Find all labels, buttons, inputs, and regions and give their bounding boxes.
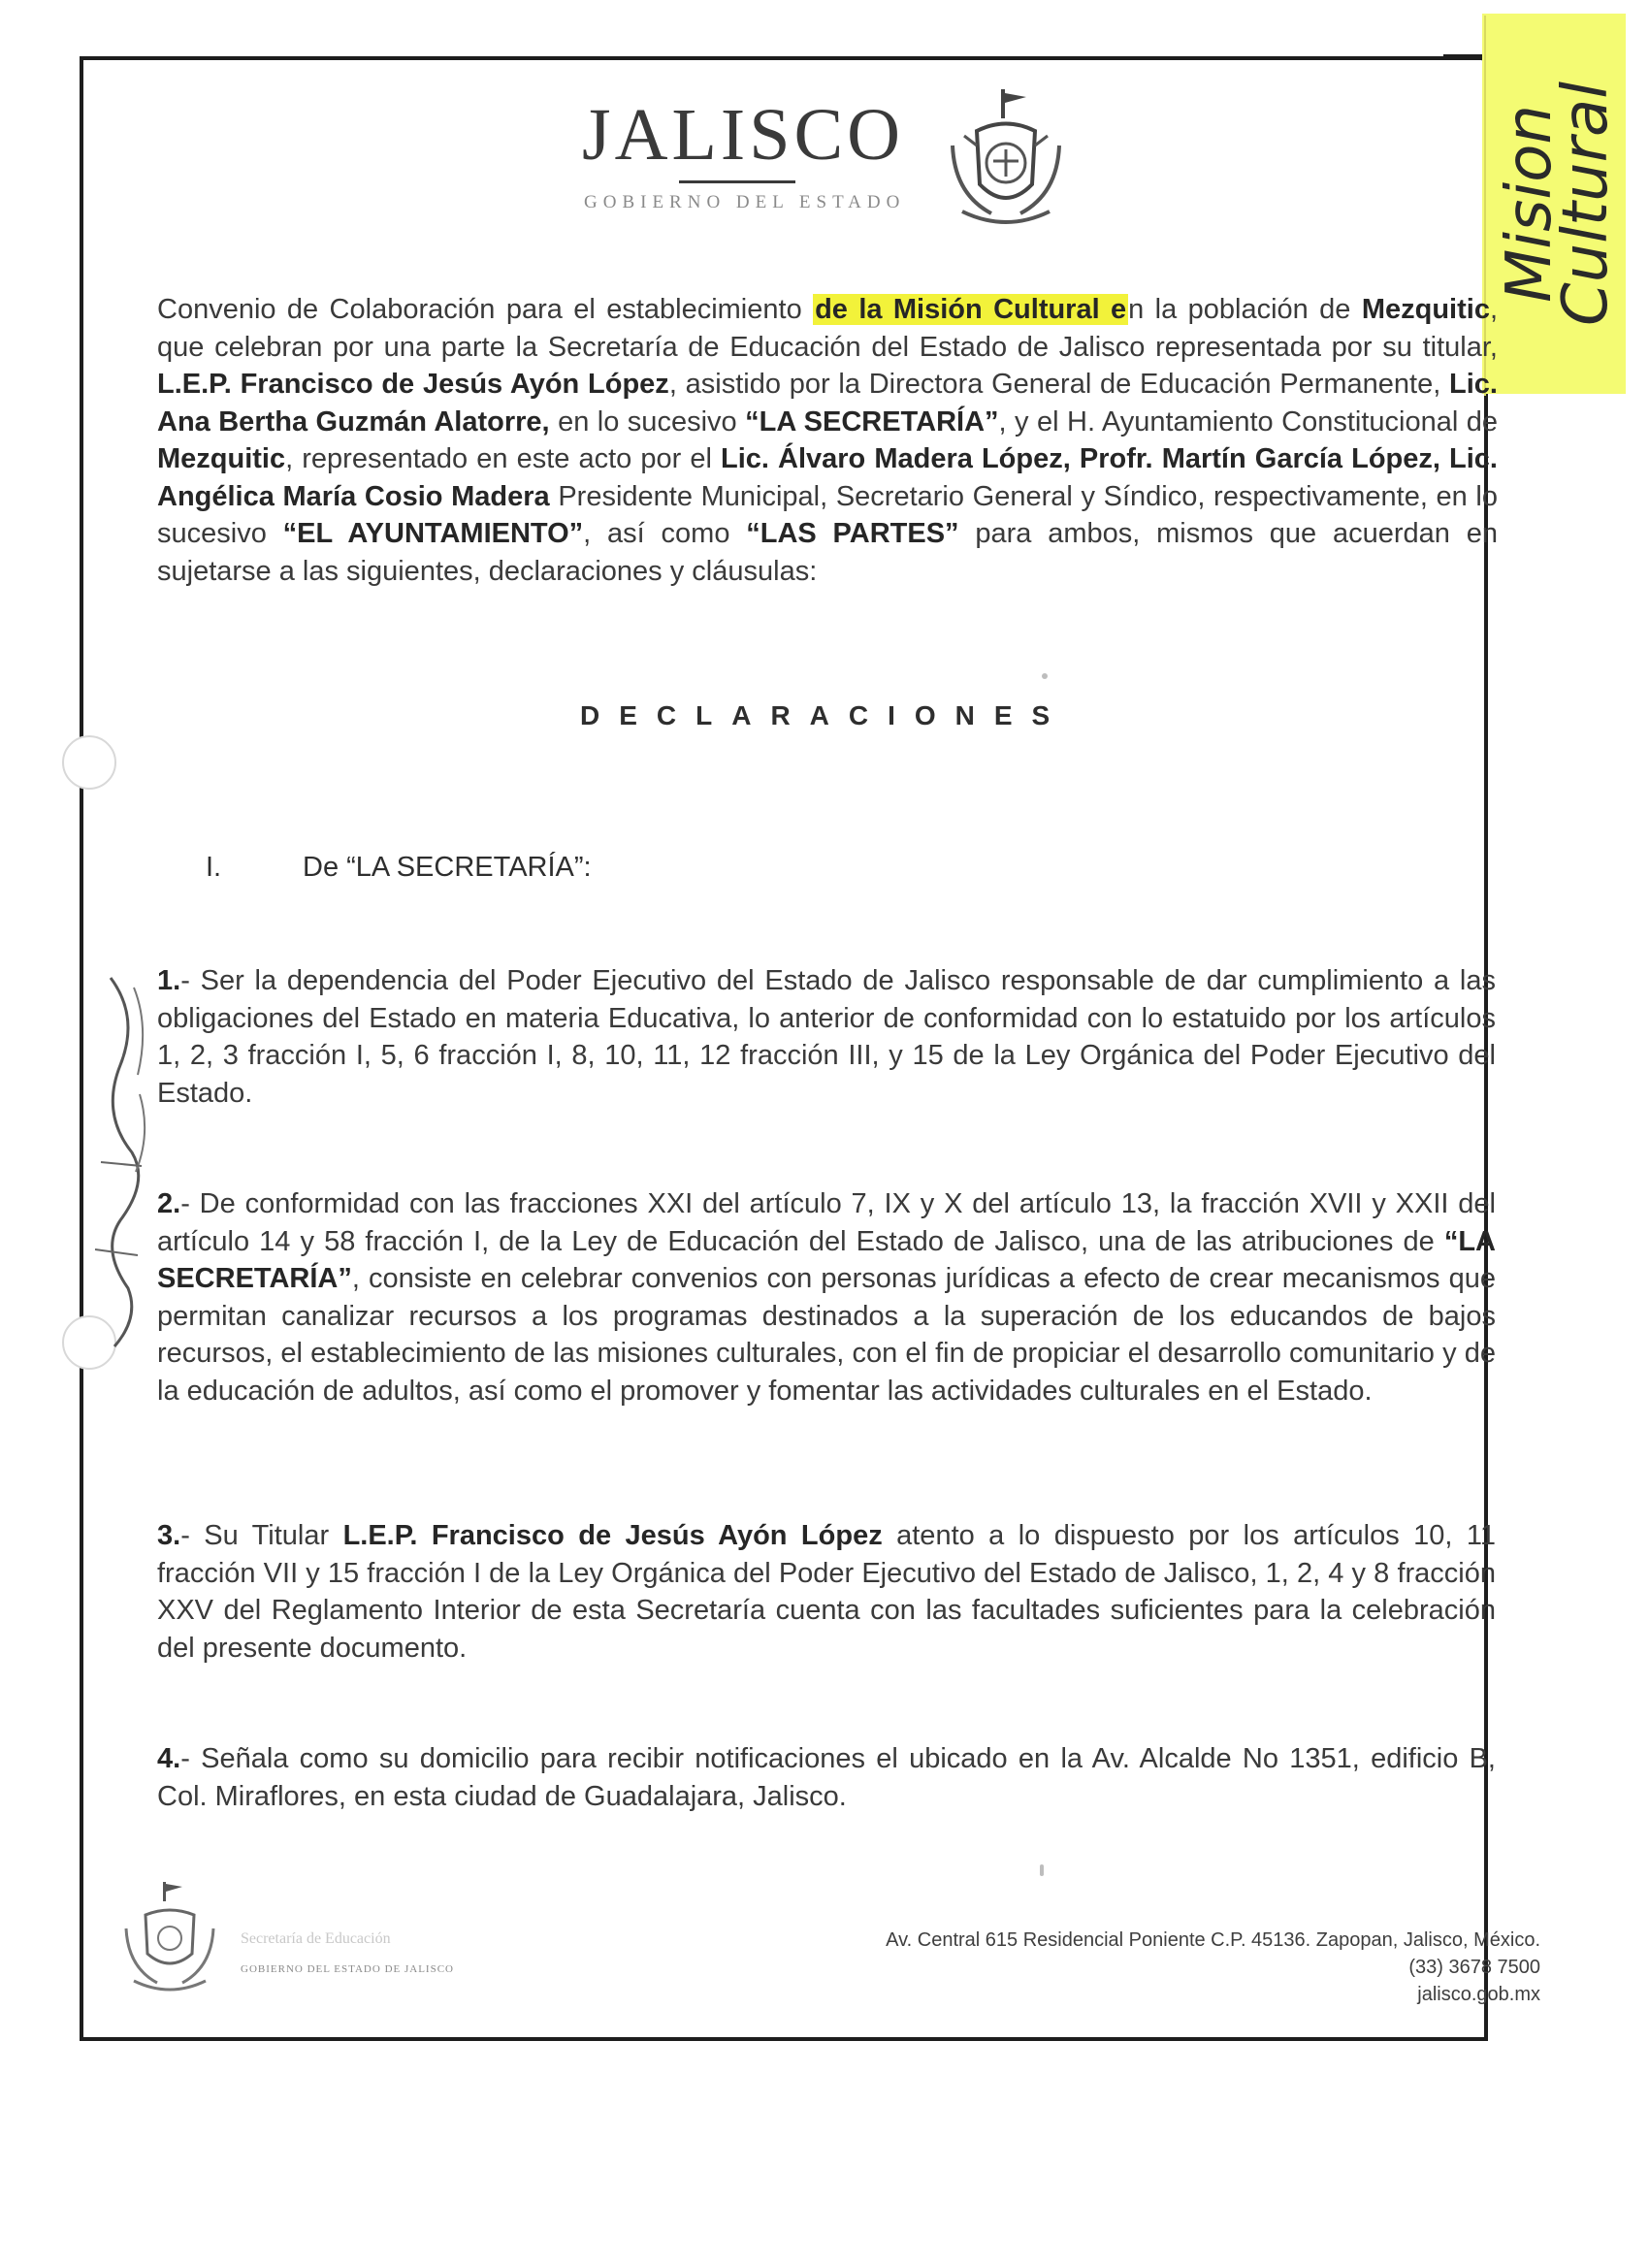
footer-contact bbox=[886, 1927, 1540, 2008]
intro-bold-3: Lic. Ana Bertha Guzmán Alatorre, bbox=[157, 369, 1498, 437]
footer-org-subtitle: GOBIERNO DEL ESTADO DE JALISCO bbox=[241, 1963, 454, 1975]
item-bold: “LA SECRETARÍA” bbox=[157, 1225, 1496, 1294]
footer-website: jalisco.gob.mx bbox=[1417, 1984, 1540, 2005]
sticky-note-line-2: Cultural bbox=[1550, 81, 1622, 326]
item-bold: L.E.P. Francisco de Jesús Ayón López bbox=[342, 1520, 883, 1551]
intro-bold-6: Lic. Álvaro Madera López, Profr. Martín García López, Lic. Angélica María Cosio Madera bbox=[157, 443, 1498, 512]
intro-paragraph bbox=[157, 291, 1498, 590]
declaration-item-4 bbox=[157, 1740, 1496, 1815]
footer-coat-of-arms-icon bbox=[116, 1880, 223, 1996]
logo-rule bbox=[679, 180, 795, 183]
signature-mark bbox=[81, 958, 159, 1356]
intro-text-5: en lo sucesivo bbox=[549, 405, 746, 437]
intro-bold-5: Mezquitic bbox=[157, 443, 286, 474]
intro-text-8: Presidente Municipal, Secretario General y Síndico, respectivamente, en lo sucesivo bbox=[157, 480, 1499, 549]
item-text: , consiste en celebrar convenios con personas jurídicas a efecto de crear mecanismos que permitan canalizar recursos a los programas destinados a la superación de los educandos de bajos recursos, el establecimiento de las misiones culturales, con el fin de propiciar el desarrollo comunitario y de la educación de adultos, así como el promover y fomentar las actividades culturales en el Estado. bbox=[157, 1263, 1496, 1407]
intro-bold-4: “LA SECRETARÍA” bbox=[745, 405, 999, 437]
intro-bold-7: “EL AYUNTAMIENTO” bbox=[282, 518, 584, 549]
section-title: DECLARACIONES bbox=[580, 700, 1070, 730]
intro-text-7: , representado en este acto por el bbox=[285, 443, 721, 474]
subsection-number: I. bbox=[206, 852, 222, 883]
intro-bold-1: Mezquitic bbox=[1361, 294, 1490, 325]
item-number: 1. bbox=[157, 965, 181, 996]
item-text: - Señala como su domicilio para recibir notificaciones el ubicado en la Av. Alcalde No 1351, edificio B, Col. Miraflores, en esta ciudad de Guadalajara, Jalisco. bbox=[157, 1743, 1496, 1812]
sticky-note-line-1: Mision bbox=[1494, 105, 1566, 303]
intro-bold-2: L.E.P. Francisco de Jesús Ayón López bbox=[157, 369, 669, 400]
declaration-item-2 bbox=[157, 1185, 1496, 1409]
intro-text-6: , y el H. Ayuntamiento Constitucional de bbox=[998, 405, 1499, 437]
item-text: - Su Titular bbox=[180, 1520, 343, 1551]
subsection-heading bbox=[206, 852, 592, 884]
intro-text-10: para ambos, mismos que acuerdan en sujetarse a las siguientes, declaraciones y cláusulas: bbox=[157, 518, 1498, 587]
item-text: - De conformidad con las fracciones XXI del artículo 7, IX y X del artículo 13, la fracción XVII y XXII del artículo 14 y 58 fracción I, de la Ley de Educación del Estado de Jalisco, una de las atribuciones de bbox=[157, 1188, 1496, 1257]
logo-wordmark: JALISCO bbox=[582, 94, 905, 176]
item-text: - Ser la dependencia del Poder Ejecutivo del Estado de Jalisco responsable de dar cumplimiento a las obligaciones del Estado en materia Educativa, lo anterior de conformidad con lo estatuido por los artículos 1, 2, 3 fracción I, 5, 6 fracción I, 8, 10, 11, 12 fracción III, y 15 de la Ley Orgánica del Poder Ejecutivo del Estado. bbox=[157, 965, 1496, 1109]
footer-org-name: Secretaría de Educación bbox=[241, 1930, 391, 1947]
item-number: 3. bbox=[157, 1520, 181, 1551]
subsection-title: De “LA SECRETARÍA”: bbox=[303, 852, 592, 883]
intro-bold-8: “LAS PARTES” bbox=[746, 518, 959, 549]
highlighted-text: de la Misión Cultural e bbox=[815, 294, 1127, 325]
header-logo bbox=[572, 87, 1096, 233]
footer-phone: (33) 3678 7500 bbox=[1408, 1957, 1540, 1978]
logo-subtitle: GOBIERNO DEL ESTADO bbox=[584, 192, 906, 212]
intro-text-1: Convenio de Colaboración para el establecimiento bbox=[157, 294, 814, 325]
intro-text-4: , asistido por la Directora General de Educación Permanente, bbox=[668, 369, 1450, 400]
declaration-item-3 bbox=[157, 1517, 1496, 1667]
declaration-item-1 bbox=[157, 962, 1496, 1112]
footer-address: Av. Central 615 Residencial Poniente C.P. 45136. Zapopan, Jalisco, México. bbox=[886, 1929, 1540, 1951]
intro-text-3: , que celebran por una parte la Secretaría de Educación del Estado de Jalisco representada por su titular, bbox=[157, 294, 1499, 363]
ink-dot bbox=[1042, 673, 1048, 679]
intro-text-2: n la población de bbox=[1128, 294, 1362, 325]
punch-hole bbox=[62, 735, 116, 790]
item-number: 2. bbox=[157, 1188, 181, 1219]
sticky-note-handwriting bbox=[1494, 78, 1622, 330]
item-text: atento a lo dispuesto por los artículos 10, 11 fracción VII y 15 fracción I de la Ley Orgánica del Poder Ejecutivo del Estado de Jalisco, 1, 2, 4 y 8 fracción XXV del Reglamento Interior de esta Secretaría cuenta con las facultades suficientes para la celebración del presente documento. bbox=[157, 1520, 1496, 1664]
ink-mark bbox=[1040, 1864, 1044, 1876]
item-number: 4. bbox=[157, 1743, 181, 1774]
coat-of-arms-icon bbox=[933, 87, 1079, 233]
intro-text-9: , así como bbox=[583, 518, 747, 549]
